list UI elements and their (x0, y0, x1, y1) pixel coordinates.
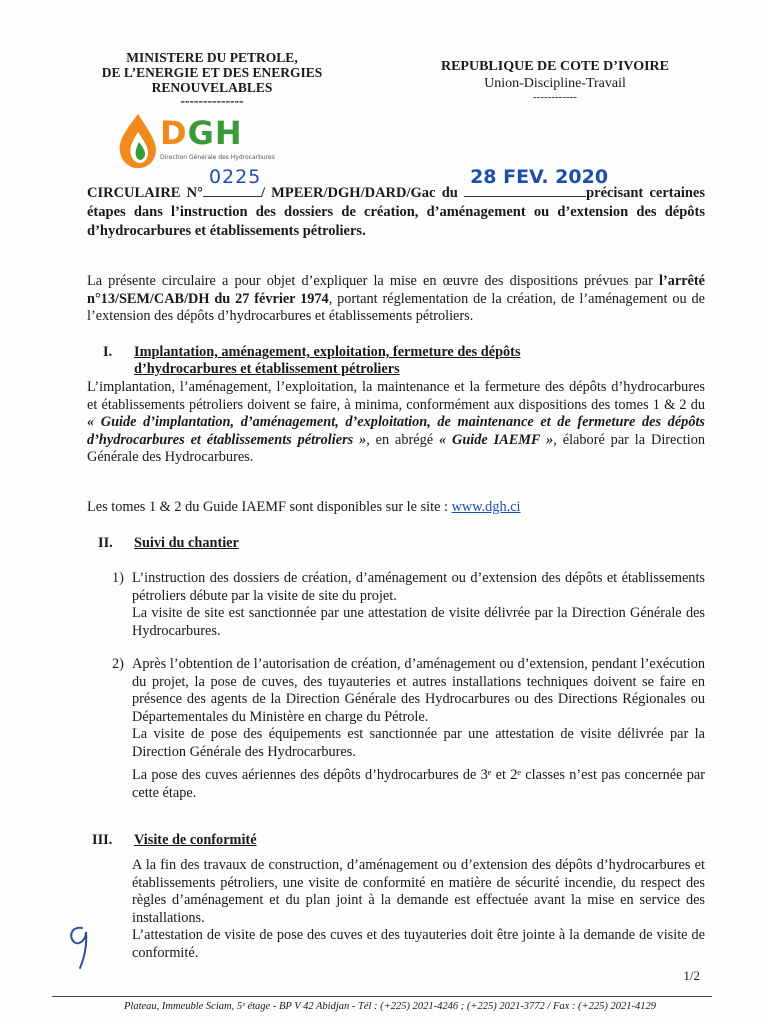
logo-subtext: Direction Générale des Hydrocarbures (160, 154, 275, 161)
circular-prefix: CIRCULAIRE N° (87, 185, 203, 201)
section-2-number: II. (98, 535, 113, 551)
section-1-number: I. (103, 344, 113, 360)
ministry-header (78, 50, 346, 107)
page-number: 1/2 (683, 968, 700, 983)
republic-motto: Union-Discipline-Travail (484, 76, 626, 91)
handwritten-mark (60, 922, 100, 972)
section-1-guide-abbr: « Guide IAEMF » (439, 431, 554, 448)
ministry-line-1: MINISTERE DU PETROLE, (126, 50, 298, 65)
circular-date-field (464, 166, 609, 197)
item-2-text: Après l’obtention de l’autorisation de création, d’aménagement ou d’extension, pendant l’exécution du projet, la pose de cuves, des tuyauteries et autres installations techniques doivent se faire en présence des agents de la Direction Générale des Hydrocarbures ou des Directions Régionales ou Départementales du Ministère en charge du Pétrole. (132, 656, 705, 725)
section-1-guide-name: « Guide d’implantation, d’aménagement, d’exploitation, de maintenance et de fermeture des dépôts d’hydrocarbures et établissements pétroliers » (87, 414, 705, 448)
section-2-title: Suivi du chantier (134, 535, 239, 551)
section-3-number: III. (92, 832, 113, 848)
circular-number: 0225 (208, 166, 262, 188)
section-1-text-1: L’implantation, l’aménagement, l’exploitation, la maintenance et la fermeture des dépôts d’hydrocarbures et établissements pétroliers doivent se faire, à minima, conformément aux dispositions des tomes 1 & 2 du (87, 379, 705, 413)
intro-decree: l’arrêté n°13/SEM/CAB/DH du 27 février 1974 (87, 273, 705, 307)
ministry-separator: -------------- (180, 93, 244, 108)
republic-separator: ------------ (533, 91, 577, 103)
circular-number-field (203, 166, 262, 197)
item-2-text-2: La visite de pose des équipements est sanctionnée par une attestation de visite délivrée par la Direction Générale des Hydrocarbures. (132, 726, 705, 760)
footer-divider (52, 996, 712, 997)
circular-mid: / MPEER/DGH/DARD/Gac du (260, 185, 458, 201)
intro-text-1: La présente circulaire a pour objet d’expliquer la mise en œuvre des dispositions prévues par (87, 273, 659, 289)
site-text: Les tomes 1 & 2 du Guide IAEMF sont disponibles sur le site : (87, 499, 452, 515)
item-2-text-3: La pose des cuves aériennes des dépôts d’hydrocarbures de 3ᵉ et 2ᵉ classes n’est pas concernée par cette étape. (132, 767, 705, 801)
section-1-title (134, 344, 614, 378)
item-1 (132, 570, 705, 640)
footer-address: Plateau, Immeuble Sciam, 5ᵉ étage - BP V 42 Abidjan - Tél : (+225) 2021-4246 ; (+225) 2021-3772 / Fax : (+225) 2021-4129 (124, 1001, 656, 1012)
ministry-line-2: DE L’ENERGIE ET DES ENERGIES (101, 65, 323, 80)
section-1-site-line (87, 499, 705, 517)
item-1-number: 1) (112, 570, 124, 586)
section-1-text-2: , en abrégé (366, 431, 440, 448)
section-3-title: Visite de conformité (134, 832, 257, 848)
intro-text-2: , portant réglementation de la création, de l’aménagement ou de l’extension des dépôts d’hydrocarbures et établissements pétroliers. (87, 290, 705, 324)
dgh-logo (116, 112, 275, 170)
section-1-paragraph (87, 379, 705, 467)
intro-paragraph (87, 273, 705, 326)
section-3-paragraph (132, 857, 705, 962)
section-3-text-1: A la fin des travaux de construction, d’aménagement ou d’extension des dépôts d’hydrocarbures et établissements pétroliers, une visite de conformité en matière de sécurité incendie, du respect des règles d’aménagement et du plan joint à la demande est effectuée avant la mise en service des installations. (132, 857, 705, 926)
item-2 (132, 656, 705, 802)
section-1-title-line-2: d’hydrocarbures et établissement pétroliers (134, 361, 400, 377)
section-1-title-line-1: Implantation, aménagement, exploitation, fermeture des dépôts (134, 344, 521, 360)
circular-date: 28 FEV. 2020 (470, 166, 609, 188)
circular-subject: précisant certaines étapes dans l’instruction des dossiers de création, d’aménagement ou d’extension des dépôts d’hydrocarbures et établissements pétroliers. (87, 185, 706, 239)
item-1-text-2: La visite de site est sanctionnée par une attestation de visite délivrée par la Direction Générale des Hydrocarbures. (132, 605, 705, 639)
logo-text (160, 116, 243, 150)
logo-text-value: DGH (160, 114, 243, 152)
section-1-text-3: , élaboré par la Direction Générale des Hydrocarbures. (87, 431, 705, 465)
item-2-number: 2) (112, 656, 124, 672)
item-1-text: L’instruction des dossiers de création, d’aménagement ou d’extension des dépôts et établissements pétroliers débute par la visite de site du projet. (132, 570, 705, 604)
circular-title (87, 166, 706, 241)
site-link[interactable]: www.dgh.ci (451, 499, 521, 515)
ministry-line-3: RENOUVELABLES (151, 80, 273, 95)
republic-header (430, 58, 680, 102)
republic-title: REPUBLIQUE DE COTE D’IVOIRE (440, 59, 670, 74)
section-3-text-2: L’attestation de visite de pose des cuves et des tuyauteries doit être jointe à la demande de visite de conformité. (132, 927, 705, 961)
